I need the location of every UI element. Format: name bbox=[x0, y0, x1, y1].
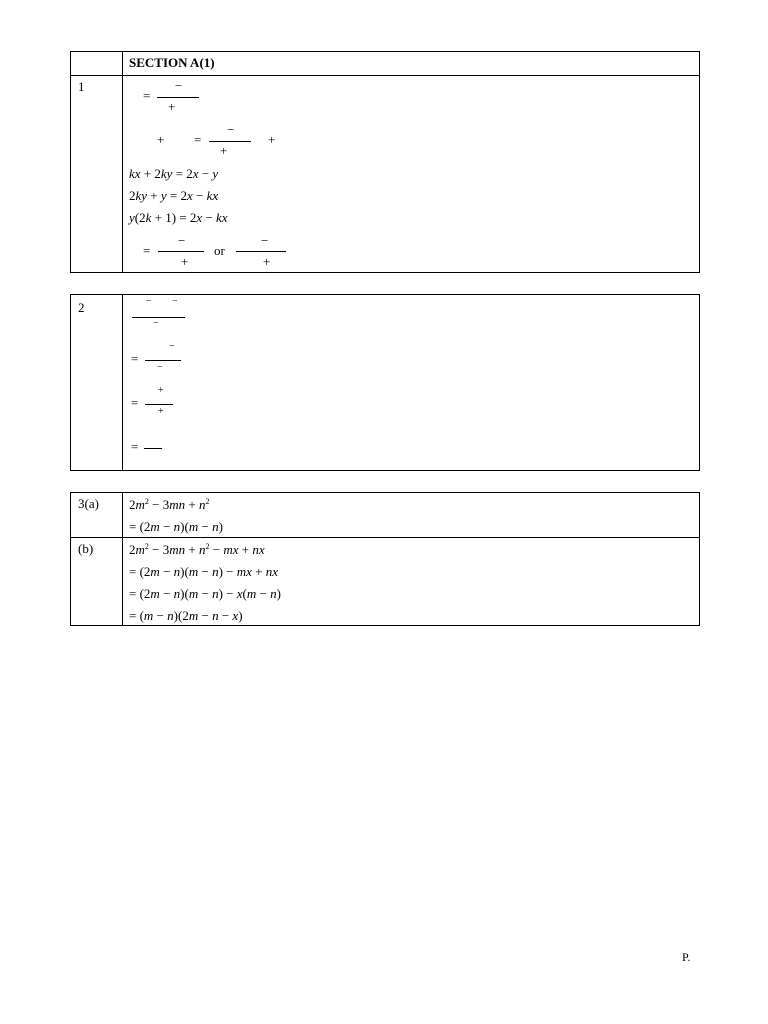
section-header-row bbox=[71, 52, 699, 75]
working-line-2: = (2m − n)(m − n) bbox=[129, 519, 223, 534]
working-line-3: = (2m − n)(m − n) − x(m − n) bbox=[129, 586, 281, 601]
fraction-bar bbox=[236, 251, 286, 252]
fraction-bar bbox=[209, 141, 251, 142]
fraction-bar bbox=[158, 251, 204, 252]
working-line-4: = (m − n)(2m − n − x) bbox=[129, 608, 243, 623]
minus-sign: − bbox=[157, 362, 163, 373]
minus-sign: − bbox=[261, 233, 269, 248]
fraction-bar bbox=[157, 97, 199, 98]
plus-sign: + bbox=[158, 406, 164, 417]
question-2-row bbox=[71, 295, 699, 470]
fraction-bar bbox=[145, 360, 181, 361]
plus-sign: + bbox=[268, 132, 276, 147]
section-header-number-cell bbox=[71, 52, 123, 75]
plus-sign: + bbox=[263, 254, 271, 269]
minus-sign: − bbox=[175, 78, 183, 93]
question-3a-row bbox=[71, 493, 699, 537]
question-2-table bbox=[70, 294, 700, 471]
equals-sign: = bbox=[131, 439, 139, 454]
minus-sign: − bbox=[153, 318, 159, 329]
minus-sign: − bbox=[169, 341, 175, 352]
question-3-table bbox=[70, 492, 700, 626]
working-line-2: = (2m − n)(m − n) − mx + nx bbox=[129, 564, 279, 579]
minus-sign: − bbox=[178, 233, 186, 248]
question-number: (b) bbox=[71, 538, 123, 626]
equals-sign: = bbox=[131, 395, 139, 410]
question-3a-working bbox=[123, 493, 699, 537]
working-line-1: $2m^2 - 3mn + n^2$ − mx + nx bbox=[129, 542, 265, 557]
plus-sign: + bbox=[157, 132, 165, 147]
question-1-table bbox=[70, 51, 700, 273]
working-line-1: kx + 2ky = 2x − y bbox=[129, 166, 219, 181]
question-number: 2 bbox=[71, 295, 123, 470]
question-2-working bbox=[123, 295, 699, 470]
plus-sign: + bbox=[158, 385, 164, 396]
plus-sign: + bbox=[168, 99, 176, 114]
minus-sign: − bbox=[146, 296, 152, 307]
question-1-row bbox=[71, 75, 699, 273]
page-label: P. bbox=[682, 950, 691, 964]
equals-sign: = bbox=[143, 243, 151, 258]
section-header-cell bbox=[123, 52, 699, 75]
equals-sign: = bbox=[143, 88, 151, 103]
question-3b-row bbox=[71, 537, 699, 626]
plus-sign: + bbox=[220, 143, 228, 158]
question-1-working bbox=[123, 76, 699, 273]
equals-sign: = bbox=[194, 132, 202, 147]
plus-sign: + bbox=[181, 254, 189, 269]
question-number: 3(a) bbox=[71, 493, 123, 537]
equals-sign: = bbox=[131, 351, 139, 366]
section-title: SECTION A(1) bbox=[129, 55, 215, 70]
minus-sign: − bbox=[172, 296, 178, 307]
working-line-1: $2m^2 - 3mn + n^2$ bbox=[129, 497, 210, 512]
minus-sign: − bbox=[227, 122, 235, 137]
or-text: or bbox=[214, 243, 225, 258]
fraction-bar bbox=[144, 448, 162, 449]
question-number: 1 bbox=[71, 76, 123, 273]
working-line-3: y(2k + 1) = 2x − kx bbox=[129, 210, 228, 225]
question-3b-working bbox=[123, 538, 699, 626]
working-line-2: 2ky + y = 2x − kx bbox=[129, 188, 219, 203]
